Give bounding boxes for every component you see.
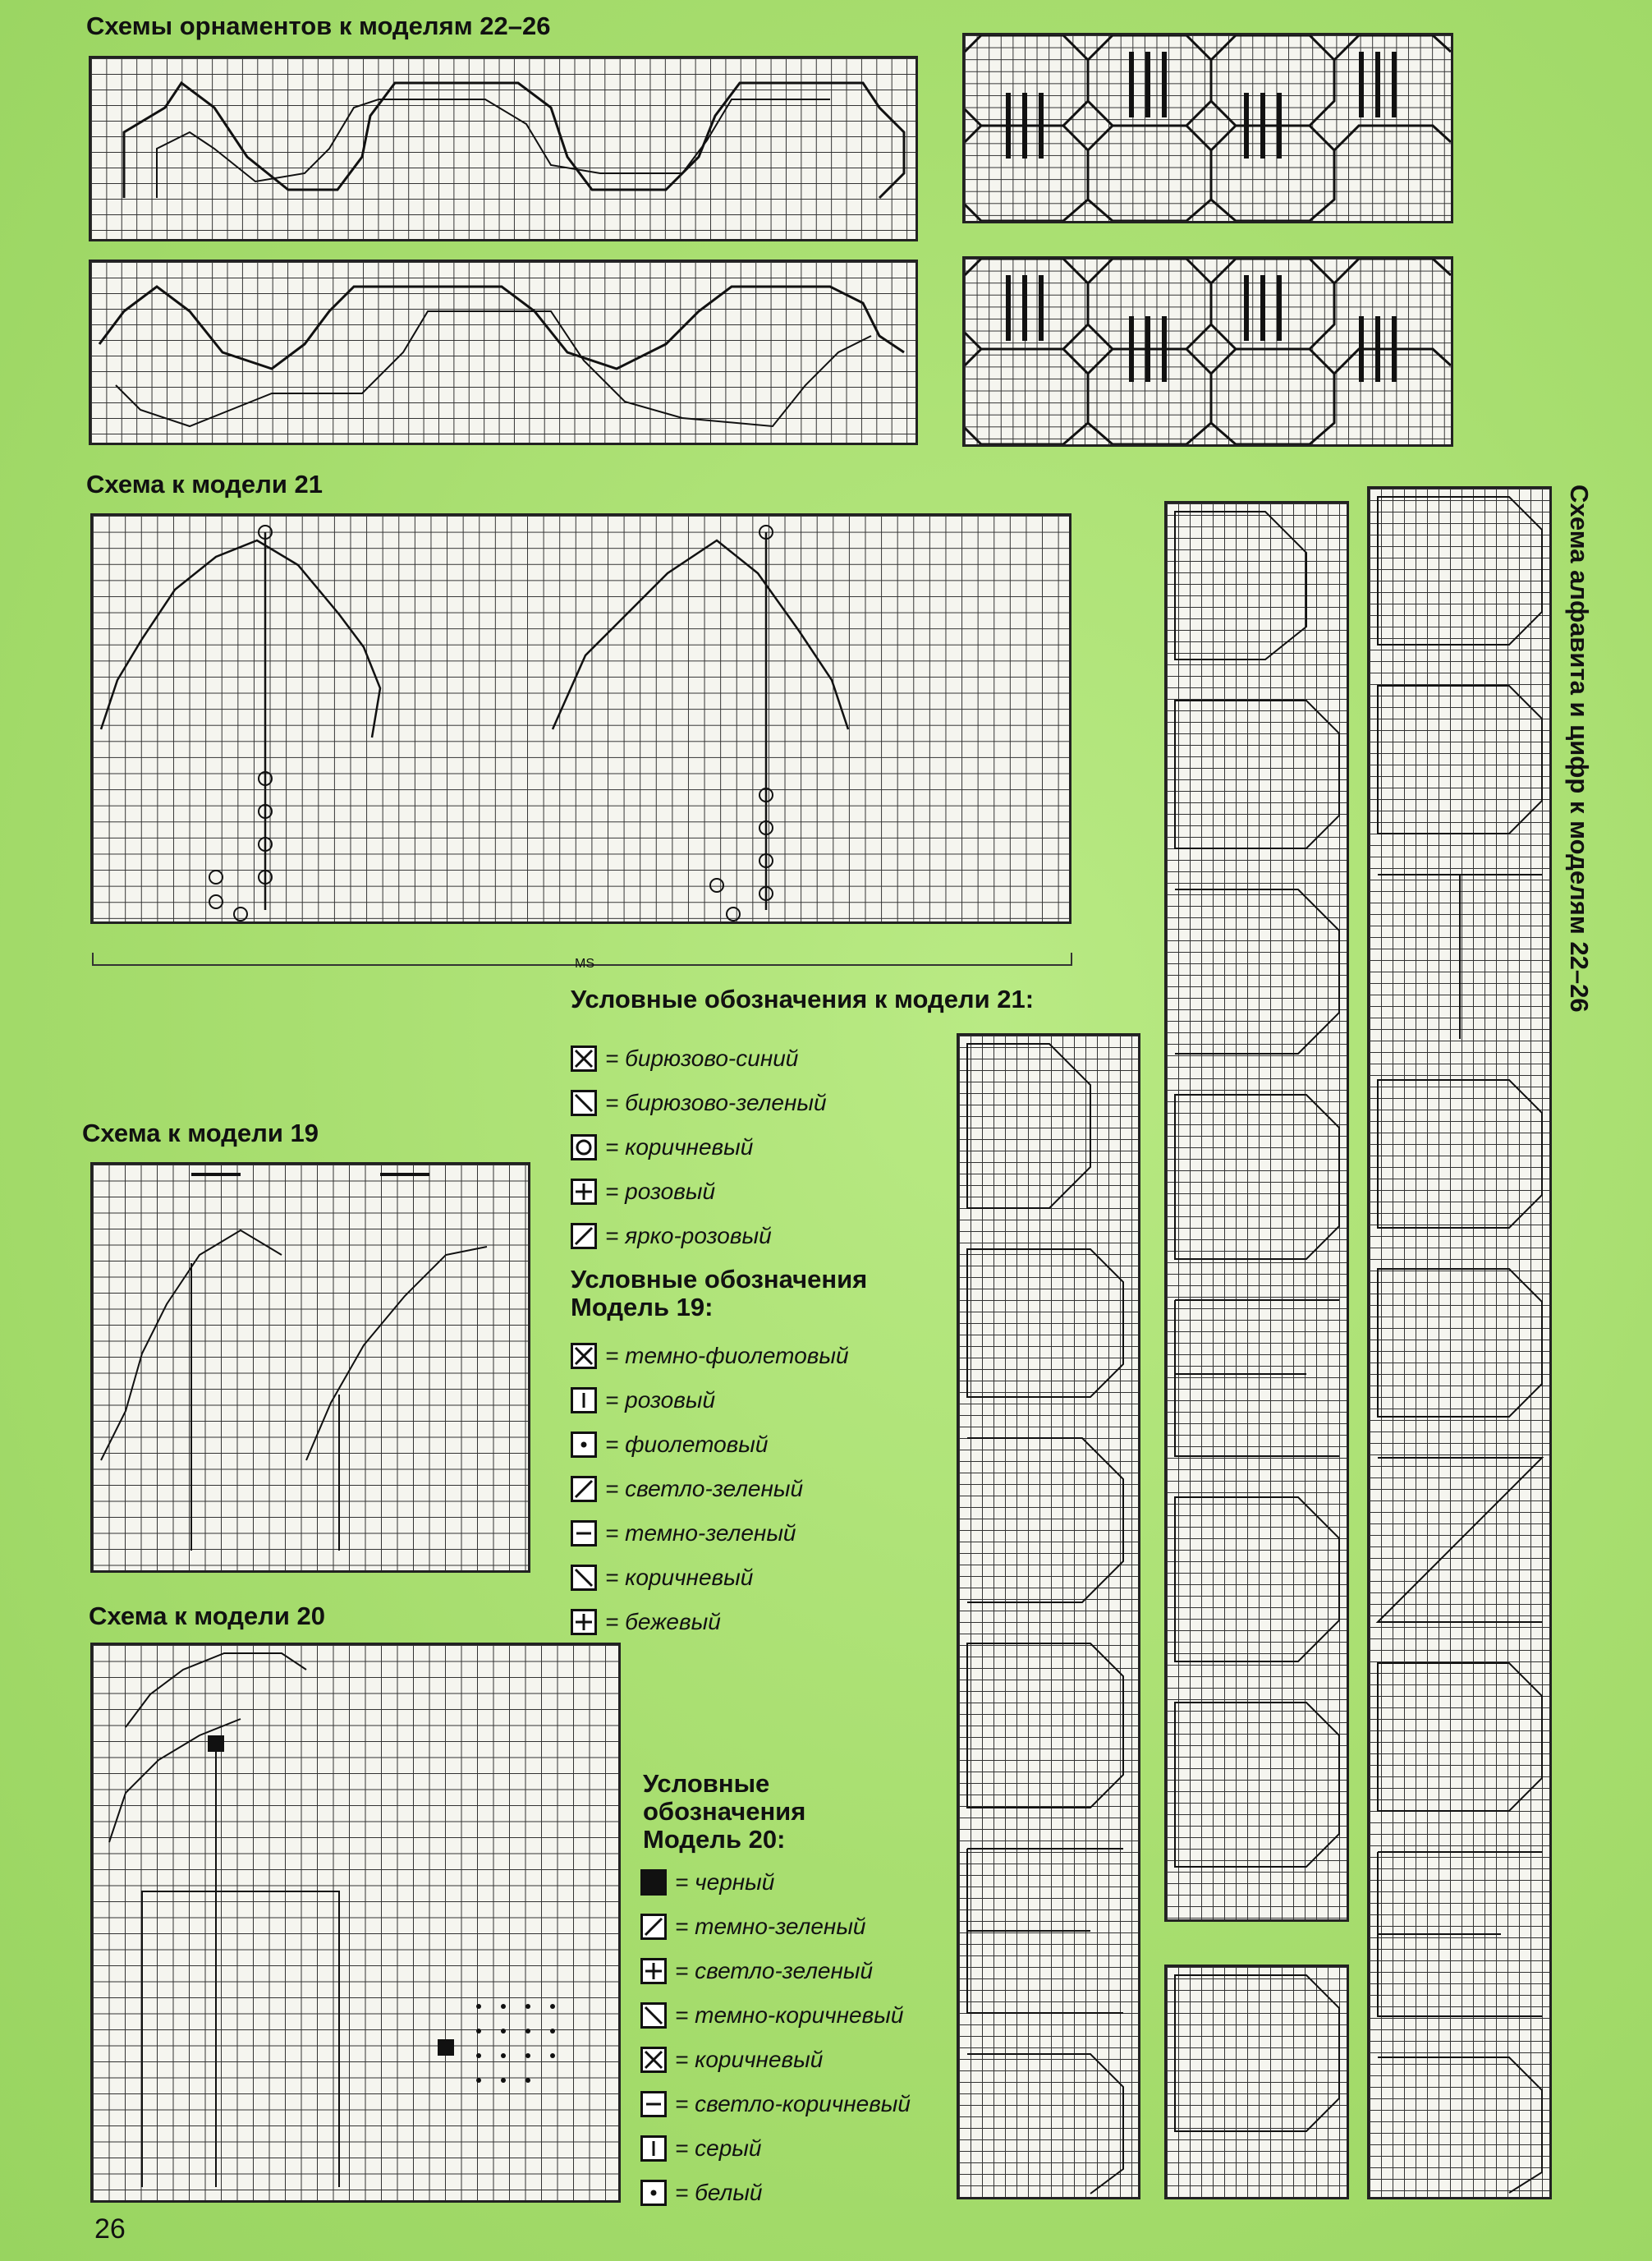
hbar-icon [640,2091,667,2117]
octagon-pattern-1 [965,35,1451,221]
legend-item [571,1036,827,1081]
plus-icon [571,1179,597,1205]
legend-item [640,2171,911,2215]
legend-item [571,1214,827,1258]
legend-item [640,2126,911,2171]
alphabet-strip-2 [1164,501,1349,1922]
vbar-icon [640,2135,667,2162]
legend-item [640,1949,911,1993]
alphabet-strip-4 [1367,486,1552,2199]
legend-item [640,2082,911,2126]
legend-item [571,1081,827,1125]
alphabet-title: Схема алфавита и цифр к моделям 22–26 [1565,485,1594,1013]
legend-item [571,1556,849,1600]
ornament-chart-4 [962,256,1453,447]
ms-label: MS [575,957,594,971]
backslash-icon [571,1090,597,1116]
legend20-heading: Условные обозначения Модель 20: [643,1769,806,1854]
legend21-heading: Условные обозначения к модели 21: [571,985,1035,1013]
model21-motifs [93,516,1069,921]
plus-icon [640,1958,667,1984]
legend-item [571,1125,827,1170]
octagon-pattern-2 [965,259,1451,444]
ornaments-title: Схемы орнаментов к моделям 22–26 [86,11,551,40]
legend-item [640,2038,911,2082]
legend-label: = серый [675,2135,762,2161]
cross-x-icon [571,1045,597,1072]
legend-item [571,1422,849,1467]
alphabet-strip-3 [1164,1965,1349,2199]
legend-label: = светло-зеленый [675,1958,874,1983]
ornament-chart-3 [962,33,1453,223]
legend-label: = розовый [605,1387,716,1413]
legend-item [640,1905,911,1949]
legend-label: = темно-зеленый [675,1914,866,1939]
cross-x-icon [571,1343,597,1369]
legend-label: = темно-коричневый [675,2002,904,2028]
legend-label: = коричневый [605,1565,754,1590]
alphabet-letters-3 [1167,1967,1347,2197]
legend-label: = светло-коричневый [675,2091,911,2116]
dot-icon [571,1432,597,1458]
legend-item [571,1378,849,1422]
legend-label: = бирюзово-синий [605,1045,799,1071]
legend-item [571,1600,849,1644]
alphabet-strip-1 [957,1033,1140,2199]
slash-icon [571,1476,597,1502]
legend-label: = черный [675,1869,775,1895]
legend-label: = бирюзово-зеленый [605,1090,827,1115]
slash-icon [571,1223,597,1249]
legend-label: = коричневый [675,2047,824,2072]
legend-label: = коричневый [605,1134,754,1160]
model21-title: Схема к модели 21 [86,470,324,499]
legend-label: = бежевый [605,1609,721,1634]
backslash-icon [571,1565,597,1591]
ornament-chart-2 [89,260,918,445]
backslash-icon [640,2002,667,2029]
model19-title: Схема к модели 19 [82,1119,319,1147]
legend21-list [571,1036,827,1258]
legend-item [640,1993,911,2038]
vbar-icon [571,1387,597,1413]
ornament-wave-1 [91,58,915,239]
alphabet-letters-1 [959,1036,1138,2197]
circle-icon [571,1134,597,1160]
legend19-heading: Условные обозначения Модель 19: [571,1265,868,1321]
legend-label: = белый [675,2180,763,2205]
alphabet-letters-4 [1370,489,1549,2197]
dot-icon [640,2180,667,2206]
plus-icon [571,1609,597,1635]
model19-motifs [93,1165,528,1570]
legend-item [571,1467,849,1511]
legend-item [571,1170,827,1214]
legend-label: = розовый [605,1179,716,1204]
model20-title: Схема к модели 20 [89,1602,326,1630]
legend-item [571,1511,849,1556]
alphabet-letters-2 [1167,503,1347,1919]
cross-x-icon [640,2047,667,2073]
legend-label: = светло-зеленый [605,1476,804,1501]
legend-label: = ярко-розовый [605,1223,772,1248]
hbar-icon [571,1520,597,1546]
slash-icon [640,1914,667,1940]
legend-item [571,1334,849,1378]
model21-chart [90,513,1072,924]
ornament-chart-1 [89,56,918,241]
legend-item [640,1860,911,1905]
legend-label: = темно-фиолетовый [605,1343,849,1368]
legend-label: = фиолетовый [605,1432,769,1457]
model20-chart [90,1643,621,2203]
model20-motifs [93,1645,618,2200]
model19-chart [90,1162,530,1573]
filled-icon [640,1869,667,1896]
legend-label: = темно-зеленый [605,1520,796,1546]
ornament-wave-2 [91,262,915,443]
legend19-list [571,1334,849,1644]
legend20-list [640,1860,911,2215]
page-number: 26 [94,2213,126,2245]
